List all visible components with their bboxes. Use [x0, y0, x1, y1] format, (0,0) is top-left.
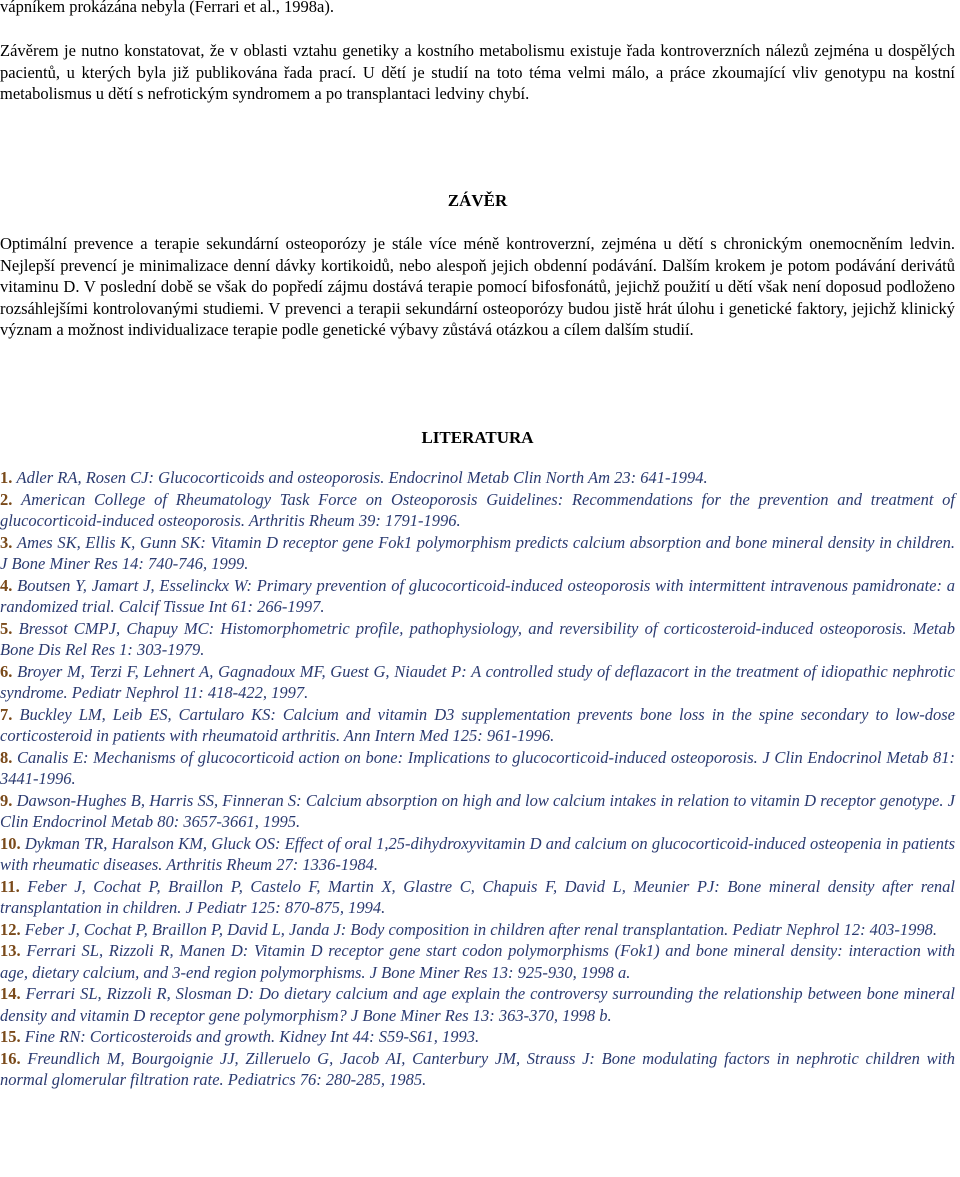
- conclusion-section: [0, 190, 955, 212]
- reference-item: [0, 1026, 955, 1048]
- reference-number: 9.: [0, 790, 13, 810]
- paragraph-intro-text: Závěrem je nutno konstatovat, že v oblasti vztahu genetiky a kostního metabolismu existuje řada kontroverzních nálezů zejména u dospělých pacientů, u kterých byla již publikována řada prací. U dětí je studií na toto téma velmi málo, a práce zkoumající vliv genotypu na kostní metabolismus u dětí s nefrotickým syndromem a po transplantaci ledviny chybí.: [0, 41, 955, 103]
- reference-item: [0, 1048, 955, 1091]
- reference-number: 15.: [0, 1027, 21, 1046]
- reference-number: 3.: [0, 532, 13, 552]
- reference-text: Freundlich M, Bourgoignie JJ, Zilleruelo G, Jacob AI, Canterbury JM, Strauss J: Bone modulating factors in nephrotic children with normal glomerular filtration rate. Pediatrics 76: 280-285, 1985.: [0, 1048, 956, 1089]
- reference-item: [0, 489, 955, 532]
- reference-number: 8.: [0, 747, 13, 767]
- reference-text: Canalis E: Mechanisms of glucocorticoid action on bone: Implications to glucocorticoid-induced osteoporosis. J Clin Endocrinol Metab 81: 3441-1996.: [0, 747, 955, 788]
- reference-text: Ferrari SL, Rizzoli R, Manen D: Vitamin D receptor gene start codon polymorphisms (Fok1) and bone mineral density: interaction with age, dietary calcium, and 3-end region polymorphisms. J Bone Miner Res 13: 925-930, 1998 a.: [0, 941, 955, 982]
- reference-item: [0, 790, 955, 833]
- reference-number: 5.: [0, 618, 13, 638]
- reference-number: 6.: [0, 661, 13, 681]
- reference-item: [0, 618, 955, 661]
- reference-item: [0, 532, 955, 575]
- reference-text: Boutsen Y, Jamart J, Esselinckx W: Primary prevention of glucocorticoid-induced osteoporosis with intermittent intravenous pamidronate: a randomized trial. Calcif Tissue Int 61: 266-1997.: [0, 575, 955, 616]
- reference-list: [0, 467, 955, 1091]
- reference-text: Feber J, Cochat P, Braillon P, David L, Janda J: Body composition in children after renal transplantation. Pediatr Nephrol 12: 403-1998.: [24, 919, 938, 939]
- reference-number: 10.: [0, 833, 21, 853]
- reference-item: [0, 919, 955, 941]
- reference-number: 11.: [0, 876, 20, 896]
- reference-text: Dawson-Hughes B, Harris SS, Finneran S: Calcium absorption on high and low calcium intakes in relation to vitamin D receptor genotype. J Clin Endocrinol Metab 80: 3657-3661, 1995.: [0, 790, 955, 831]
- reference-number: 2.: [0, 489, 13, 509]
- reference-number: 12.: [0, 919, 21, 939]
- reference-number: 1.: [0, 468, 13, 487]
- reference-text: Ferrari SL, Rizzoli R, Slosman D: Do dietary calcium and age explain the controversy surrounding the relationship between bone mineral density and vitamin D receptor gene polymorphism? J Bone Miner Res 13: 363-370, 1998 b.: [0, 984, 956, 1025]
- reference-number: 16.: [0, 1048, 21, 1068]
- reference-text: Dykman TR, Haralson KM, Gluck OS: Effect of oral 1,25-dihydroxyvitamin D and calcium on glucocorticoid-induced osteopenia in patients with rheumatic diseases. Arthritis Rheum 27: 1336-1984.: [0, 833, 955, 874]
- reference-item: [0, 467, 955, 489]
- reference-text: Bressot CMPJ, Chapuy MC: Histomorphometric profile, pathophysiology, and reversibility of corticosteroid-induced osteoporosis. Metab Bone Dis Rel Res 1: 303-1979.: [0, 618, 955, 659]
- reference-item: [0, 575, 955, 618]
- conclusion-text: Optimální prevence a terapie sekundární osteoporózy je stále více méně kontroverzní, zejména u dětí s chronickým onemocněním ledvin. Nejlepší prevencí je minimalizace denní dávky kortikoidů, nebo alespoň jejich obdenní podávání. Dalším krokem je potom podávání derivátů vitaminu D. V poslední době se však do popředí zájmu dostává terapie pomocí bifosfonátů, jejichž použití u dětí však není doposud podloženo rozsáhlejšími kontrolovanými studiemi. V prevenci a terapii sekundární osteoporózy budou jistě hrát úlohu i genetické faktory, jejichž klinický význam a možnost individualizace terapie podle genetické výbavy zůstává otázkou a cílem dalším studií.: [0, 234, 955, 339]
- reference-item: [0, 983, 955, 1026]
- reference-text: Feber J, Cochat P, Braillon P, Castelo F, Martin X, Glastre C, Chapuis F, David L, Meunier PJ: Bone mineral density after renal transplantation in children. J Pediatr 125: 870-875, 1994.: [0, 876, 955, 917]
- conclusion-body: [0, 233, 955, 341]
- reference-number: 14.: [0, 984, 21, 1003]
- paragraph-top: [0, 0, 955, 18]
- reference-text: American College of Rheumatology Task Force on Osteoporosis Guidelines: Recommendations for the prevention and treatment of glucocorticoid-induced osteoporosis. Arthritis Rheum 39: 1791-1996.: [0, 489, 956, 530]
- conclusion-heading: ZÁVĚR: [447, 191, 508, 210]
- paragraph-top-text: vápníkem prokázána nebyla (Ferrari et al., 1998a).: [0, 0, 334, 16]
- reference-number: 13.: [0, 941, 21, 960]
- literature-heading: LITERATURA: [421, 428, 534, 447]
- literature-section: [0, 427, 955, 449]
- reference-item: [0, 704, 955, 747]
- reference-text: Buckley LM, Leib ES, Cartularo KS: Calcium and vitamin D3 supplementation prevents bone loss in the spine secondary to low-dose corticosteroid in patients with rheumatoid arthritis. Ann Intern Med 125: 961-1996.: [0, 704, 956, 745]
- reference-text: Adler RA, Rosen CJ: Glucocorticoids and osteoporosis. Endocrinol Metab Clin North Am 23: 641-1994.: [16, 468, 708, 487]
- reference-text: Ames SK, Ellis K, Gunn SK: Vitamin D receptor gene Fok1 polymorphism predicts calcium absorption and bone mineral density in children. J Bone Miner Res 14: 740-746, 1999.: [0, 532, 956, 573]
- reference-number: 7.: [0, 704, 13, 724]
- reference-item: [0, 940, 955, 983]
- reference-number: 4.: [0, 575, 13, 595]
- reference-text: Broyer M, Terzi F, Lehnert A, Gagnadoux MF, Guest G, Niaudet P: A controlled study of deflazacort in the treatment of idiopathic nephrotic syndrome. Pediatr Nephrol 11: 418-422, 1997.: [0, 661, 955, 702]
- reference-item: [0, 661, 955, 704]
- reference-item: [0, 747, 955, 790]
- paragraph-intro: [0, 40, 955, 105]
- reference-item: [0, 876, 955, 919]
- reference-text: Fine RN: Corticosteroids and growth. Kidney Int 44: S59-S61, 1993.: [24, 1027, 480, 1046]
- reference-item: [0, 833, 955, 876]
